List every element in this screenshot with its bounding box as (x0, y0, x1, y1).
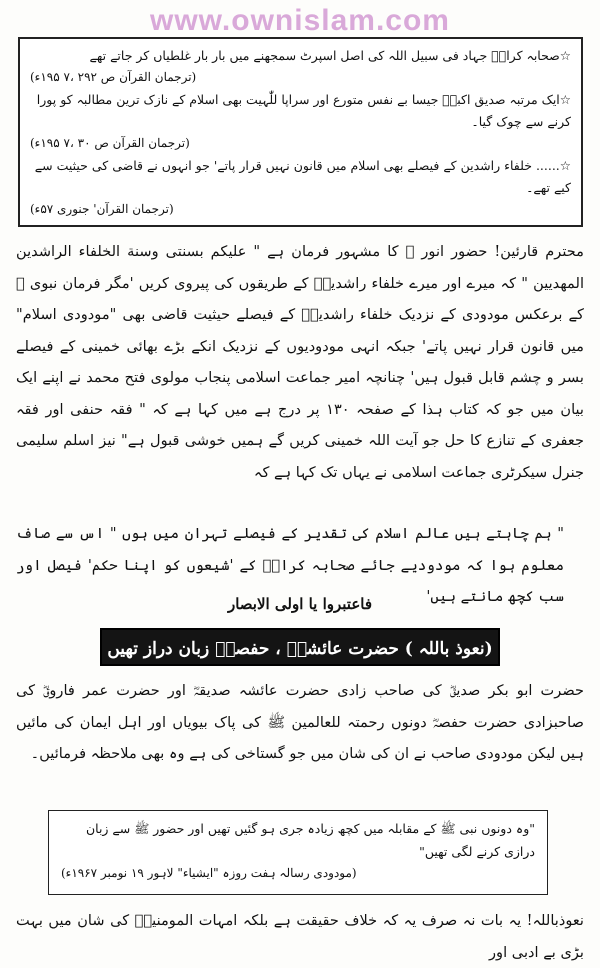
section-banner: (نعوذ باللہ ) حضرت عائشہؓ ، حفصہؓ زبان دراز تھیں (100, 628, 500, 666)
quote-1-ref: (ترجمان القرآن ص ۲۹۲ ،۷ ۱۹۵ء) (30, 70, 197, 84)
reference-quote: "وہ دونوں نبی ﷺ کے مقابلہ میں کچھ زیادہ جری ہو گئیں تھیں اور حضور ﷺ سے زبان درازی کرنے لگی تھیں" (85, 821, 535, 859)
reference-box (48, 810, 548, 895)
main-paragraph: محترم قارئین! حضور انور ﷺ کا مشہور فرمان ہے " علیکم بسنتی وسنة الخلفاء الراشدین المھدیین " کہ میرے اور میرے خلفاء راشدینؓ کے طریقوں کی پیروی کریں 'مگر فرمان نبوی ﷺ کے برعکس مودودی کے نزدیک خلفاء راشدینؓ کے فیصلے حیثیت قاضی بھی "مودودی اسلام" میں قانون قرار نہیں پاتے' جبکہ انہی مودودیوں کے نزدیک انکے بڑے بھائی خمینی کے فیصلے بسر و چشم قابل قبول ہیں' چنانچہ امیر جماعت اسلامی پنجاب مولوی فتح محمد نے اپنے ایک بیان میں جو کہ کتاب ہذا کے صفحہ ۱۳۰ پر درج ہے میں کہا ہے کہ " فقہ حنفی اور فقہ جعفری کے تنازع کا حل جو آیت اللہ خمینی کریں گے ہمیں خوشی قبول ہے" نیز اسلم سلیمی جنرل سیکرٹری جماعت اسلامی نے یہاں تک کہا ہے کہ (16, 243, 584, 481)
last-line: نعوذباللہ! یہ بات نہ صرف یہ کہ خلاف حقیقت ہے بلکہ امہات المومنینؓ کی شان میں بہت بڑی بے ادبی اور (16, 912, 584, 961)
quote-3-ref: (ترجمان القرآن' جنوری ۵۷ء) (30, 202, 174, 216)
quoted-statement: " ہم چاہتے ہیں عالم اسلام کی تقدیر کے فیصلے تہران میں ہوں " اس سے صاف معلوم ہوا کہ مودودیے جائے صحابہ کرامؓ کے 'شیعوں کو اپنا حکم' فیصل اور سب کچھ مانتے ہیں' (16, 525, 564, 605)
second-paragraph: حضرت ابو بکر صدیقؓ کی صاحب زادی حضرت عائشہ صدیقہؓ اور حضرت عمر فاروقؓ کی صاحبزادی حضرت حفصہؓ دونوں رحمتہ للعالمین ﷺ کی پاک بیویاں اور اہل ایمان کی مائیں ہیں لیکن مودودی صاحب نے ان کی شان میں جو گستاخی کی ہے وہ بھی ملاحظہ فرمائیں۔ (16, 682, 584, 762)
verse-line: فاعتبروا یا اولی الابصار (227, 595, 373, 613)
site-watermark: www.ownislam.com (150, 4, 450, 37)
quote-2: ☆ایک مرتبہ صدیق اکبرؓ جیسا بے نفس متورع اور سراپا للّٰہیت بھی اسلام کے نازک ترین مطالبہ کو پورا کرنے سے چوک گیا۔ (36, 92, 571, 129)
quote-1: ☆صحابہ کرامؓ جہاد فی سبیل اللہ کی اصل اسپرٹ سمجھنے میں بار بار غلطیاں کر جاتے تھے (89, 48, 571, 63)
quote-2-ref: (ترجمان القرآن ص ۳۰ ،۷ ۱۹۵ء) (30, 136, 190, 150)
quote-3: ☆...... خلفاء راشدین کے فیصلے بھی اسلام میں قانون نہیں قرار پاتے' جو انہوں نے قاضی کی حیثیت سے کیے تھے۔ (34, 158, 571, 195)
reference-source: (مودودی رسالہ ہفت روزہ "ایشیاء" لاہور ۱۹ نومبر ۱۹۶۷ء) (61, 866, 357, 880)
quotes-box (18, 37, 583, 227)
